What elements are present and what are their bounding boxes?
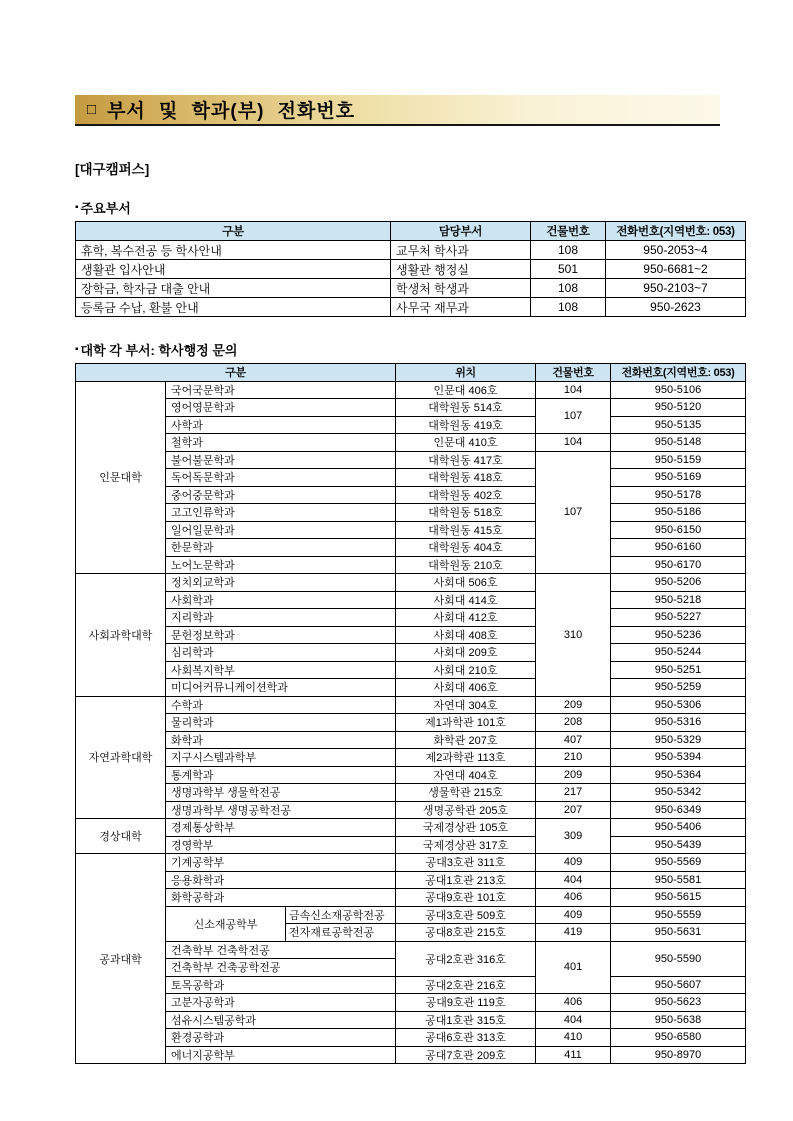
table-cell: 생명공학관 205호 [396,801,536,819]
table-cell: 104 [536,434,611,452]
table-cell: 건축학부 건축학전공 [166,941,396,959]
table-cell: 419 [536,924,611,942]
table-cell: 섬유시스템공학과 [166,1011,396,1029]
table-cell: 사회대 210호 [396,661,536,679]
table-cell: 통계학과 [166,766,396,784]
table-cell: 950-5159 [611,451,746,469]
table-cell: 950-5590 [611,941,746,976]
table-cell: 공대1호관 213호 [396,871,536,889]
dept-row [76,609,746,627]
table-cell: 문헌정보학과 [166,626,396,644]
table-cell: 대학원동 404호 [396,539,536,557]
table-cell: 공대2호관 216호 [396,976,536,994]
table-cell: 950-6170 [611,556,746,574]
table-cell: 공대6호관 313호 [396,1029,536,1047]
table-cell: 지리학과 [166,609,396,627]
table-cell: 철학과 [166,434,396,452]
table-cell: 수학과 [166,696,396,714]
table-cell: 950-5148 [611,434,746,452]
main-offices-header [76,222,746,241]
table-cell: 한문학과 [166,539,396,557]
table-cell: 950-5329 [611,731,746,749]
header-cell: 전화번호(지역번호: 053) [611,364,746,382]
table-cell: 경상대학 [76,819,166,854]
page-title: 부서 및 학과(부) 전화번호 [107,101,356,122]
cell-office: 교무처 학사과 [391,241,531,260]
table-cell: 금속신소재공학전공 [286,906,396,924]
dept-row [76,381,746,399]
dept-row [76,539,746,557]
cell-office: 생활관 행정실 [391,260,531,279]
dept-row [76,451,746,469]
table-cell: 생명과학부 생물학전공 [166,784,396,802]
table-cell: 공대3호관 311호 [396,854,536,872]
table-cell: 950-6580 [611,1029,746,1047]
table-cell: 공대9호관 101호 [396,889,536,907]
table-cell: 210 [536,749,611,767]
table-cell: 응용화학과 [166,871,396,889]
table-cell: 경영학부 [166,836,396,854]
cell-building: 108 [531,279,606,298]
dept-row [76,871,746,889]
cell-building: 108 [531,241,606,260]
header-cell: 구분 [76,222,391,241]
table-cell: 950-5439 [611,836,746,854]
cell-category: 장학금, 학자금 대출 안내 [76,279,391,298]
table-cell: 사학과 [166,416,396,434]
cell-category: 등록금 수납, 환불 안내 [76,298,391,317]
main-offices-body [76,241,746,317]
dept-row [76,416,746,434]
table-cell: 생물학관 215호 [396,784,536,802]
table-cell: 기계공학부 [166,854,396,872]
dept-row [76,854,746,872]
table-cell: 제1과학관 101호 [396,714,536,732]
cell-category: 휴학, 복수전공 등 학사안내 [76,241,391,260]
table-cell: 국제경상관 317호 [396,836,536,854]
dept-row [76,504,746,522]
table-cell: 에너지공학부 [166,1046,396,1064]
table-cell: 지구시스템과학부 [166,749,396,767]
dept-row [76,906,746,924]
dept-row [76,994,746,1012]
header-cell: 건물번호 [536,364,611,382]
table-cell: 고분자공학과 [166,994,396,1012]
table-cell: 공대3호관 509호 [396,906,536,924]
table-cell: 사회대 408호 [396,626,536,644]
table-cell: 950-5623 [611,994,746,1012]
table-cell: 중어중문학과 [166,486,396,504]
dept-row [76,819,746,837]
table-cell: 건축학부 건축공학전공 [166,959,396,977]
table-cell: 자연대 304호 [396,696,536,714]
section-title-college-depts: 대학 각 부서: 학사행정 문의 [80,343,238,358]
table-cell: 정치외교학과 [166,574,396,592]
dept-row [76,556,746,574]
table-cell: 209 [536,766,611,784]
table-cell: 사회대 414호 [396,591,536,609]
table-cell: 대학원동 518호 [396,504,536,522]
table-cell: 950-8970 [611,1046,746,1064]
header-cell: 전화번호(지역번호: 053) [606,222,746,241]
table-cell: 환경공학과 [166,1029,396,1047]
header-cell: 위치 [396,364,536,382]
table-cell: 950-5227 [611,609,746,627]
table-cell: 대학원동 402호 [396,486,536,504]
table-cell: 대학원동 514호 [396,399,536,417]
table-cell: 406 [536,994,611,1012]
table-cell: 950-5120 [611,399,746,417]
dept-row [76,626,746,644]
table-cell: 309 [536,819,611,854]
table-cell: 950-6160 [611,539,746,557]
section-label-college-depts [75,340,745,359]
table-cell: 공대9호관 119호 [396,994,536,1012]
cell-phone: 950-2623 [606,298,746,317]
table-cell: 950-5615 [611,889,746,907]
header-cell: 구분 [76,364,396,382]
dept-row [76,486,746,504]
cell-office: 사무국 재무과 [391,298,531,317]
table-cell: 310 [536,574,611,697]
table-cell: 404 [536,1011,611,1029]
table-cell: 950-5364 [611,766,746,784]
table-cell: 950-5206 [611,574,746,592]
dept-row [76,1029,746,1047]
dept-row [76,661,746,679]
section-label-main-offices [75,198,745,217]
page-content [75,95,745,1064]
table-cell: 고고인류학과 [166,504,396,522]
table-cell: 자연과학대학 [76,696,166,819]
header-cell: 담당부서 [391,222,531,241]
college-depts-body [76,381,746,1064]
dept-row [76,784,746,802]
table-cell: 불어불문학과 [166,451,396,469]
dept-row [76,574,746,592]
table-cell: 411 [536,1046,611,1064]
table-cell: 노어노문학과 [166,556,396,574]
dept-row [76,836,746,854]
dept-row [76,1011,746,1029]
table-cell: 대학원동 418호 [396,469,536,487]
table-cell: 공대1호관 315호 [396,1011,536,1029]
table-cell: 영어영문학과 [166,399,396,417]
table-cell: 공과대학 [76,854,166,1064]
table-cell: 화학과 [166,731,396,749]
table-cell: 화학관 207호 [396,731,536,749]
table-cell: 화학공학과 [166,889,396,907]
table-cell: 국어국문학과 [166,381,396,399]
table-cell: 사회대 506호 [396,574,536,592]
office-row [76,279,746,298]
table-cell: 207 [536,801,611,819]
table-cell: 사회복지학부 [166,661,396,679]
table-cell: 107 [536,451,611,574]
table-cell: 950-5251 [611,661,746,679]
table-cell: 국제경상관 105호 [396,819,536,837]
table-cell: 공대8호관 215호 [396,924,536,942]
table-cell: 생명과학부 생명공학전공 [166,801,396,819]
table-cell: 409 [536,906,611,924]
table-cell: 사회대 412호 [396,609,536,627]
table-cell: 일어일문학과 [166,521,396,539]
table-cell: 950-5607 [611,976,746,994]
dept-row [76,749,746,767]
table-cell: 공대7호관 209호 [396,1046,536,1064]
cell-phone: 950-6681~2 [606,260,746,279]
table-cell: 407 [536,731,611,749]
dept-row [76,434,746,452]
table-cell: 950-5135 [611,416,746,434]
dept-row [76,976,746,994]
dept-row [76,714,746,732]
page-title-bar [75,95,720,126]
table-cell: 인문대 406호 [396,381,536,399]
header-row [76,222,746,241]
dept-row [76,679,746,697]
cell-phone: 950-2103~7 [606,279,746,298]
main-offices-table [75,221,746,317]
dept-row [76,941,746,959]
campus-label: [대구캠퍼스] [75,162,150,177]
table-cell: 104 [536,381,611,399]
table-cell: 950-5559 [611,906,746,924]
table-cell: 사회대 406호 [396,679,536,697]
table-cell: 950-5218 [611,591,746,609]
table-cell: 401 [536,941,611,994]
table-cell: 208 [536,714,611,732]
dept-row [76,731,746,749]
table-cell: 대학원동 415호 [396,521,536,539]
table-cell: 950-5638 [611,1011,746,1029]
cell-category: 생활관 입사안내 [76,260,391,279]
cell-building: 501 [531,260,606,279]
table-cell: 물리학과 [166,714,396,732]
office-row [76,260,746,279]
dept-row [76,399,746,417]
table-cell: 409 [536,854,611,872]
table-cell: 인문대 410호 [396,434,536,452]
table-cell: 950-5406 [611,819,746,837]
table-cell: 950-5178 [611,486,746,504]
ballot-square-icon: □ [87,101,98,118]
table-cell: 대학원동 419호 [396,416,536,434]
dept-row [76,469,746,487]
table-cell: 제2과학관 113호 [396,749,536,767]
dept-row [76,801,746,819]
table-cell: 950-6150 [611,521,746,539]
table-cell: 전자재료공학전공 [286,924,396,942]
office-row [76,298,746,317]
table-cell: 410 [536,1029,611,1047]
table-cell: 심리학과 [166,644,396,662]
table-cell: 950-5169 [611,469,746,487]
bullet-square-icon: ▪ [75,344,79,355]
dept-row [76,521,746,539]
table-cell: 독어독문학과 [166,469,396,487]
table-cell: 공대2호관 316호 [396,941,536,976]
dept-row [76,591,746,609]
cell-office: 학생처 학생과 [391,279,531,298]
table-cell: 인문대학 [76,381,166,574]
table-cell: 406 [536,889,611,907]
table-cell: 217 [536,784,611,802]
college-depts-header [76,364,746,382]
dept-row [76,766,746,784]
table-cell: 대학원동 417호 [396,451,536,469]
table-cell: 950-5244 [611,644,746,662]
table-cell: 950-5581 [611,871,746,889]
table-cell: 신소재공학부 [166,906,286,941]
table-cell: 대학원동 210호 [396,556,536,574]
office-row [76,241,746,260]
table-cell: 950-5342 [611,784,746,802]
header-row [76,364,746,382]
table-cell: 950-5259 [611,679,746,697]
table-cell: 209 [536,696,611,714]
table-cell: 사회학과 [166,591,396,609]
table-cell: 사회과학대학 [76,574,166,697]
table-cell: 950-5306 [611,696,746,714]
college-depts-table [75,363,746,1064]
table-cell: 950-5106 [611,381,746,399]
table-cell: 107 [536,399,611,434]
table-cell: 950-5569 [611,854,746,872]
bullet-square-icon: ▪ [75,202,79,213]
table-cell: 경제통상학부 [166,819,396,837]
dept-row [76,644,746,662]
table-cell: 950-5631 [611,924,746,942]
cell-building: 108 [531,298,606,317]
table-cell: 사회대 209호 [396,644,536,662]
table-cell: 자연대 404호 [396,766,536,784]
header-cell: 건물번호 [531,222,606,241]
table-cell: 950-5394 [611,749,746,767]
table-cell: 950-5236 [611,626,746,644]
table-cell: 미디어커뮤니케이션학과 [166,679,396,697]
dept-row [76,1046,746,1064]
dept-row [76,889,746,907]
table-cell: 404 [536,871,611,889]
table-cell: 950-5316 [611,714,746,732]
table-cell: 950-5186 [611,504,746,522]
section-title-main-offices: 주요부서 [80,201,131,216]
cell-phone: 950-2053~4 [606,241,746,260]
table-cell: 토목공학과 [166,976,396,994]
dept-row [76,696,746,714]
table-cell: 950-6349 [611,801,746,819]
